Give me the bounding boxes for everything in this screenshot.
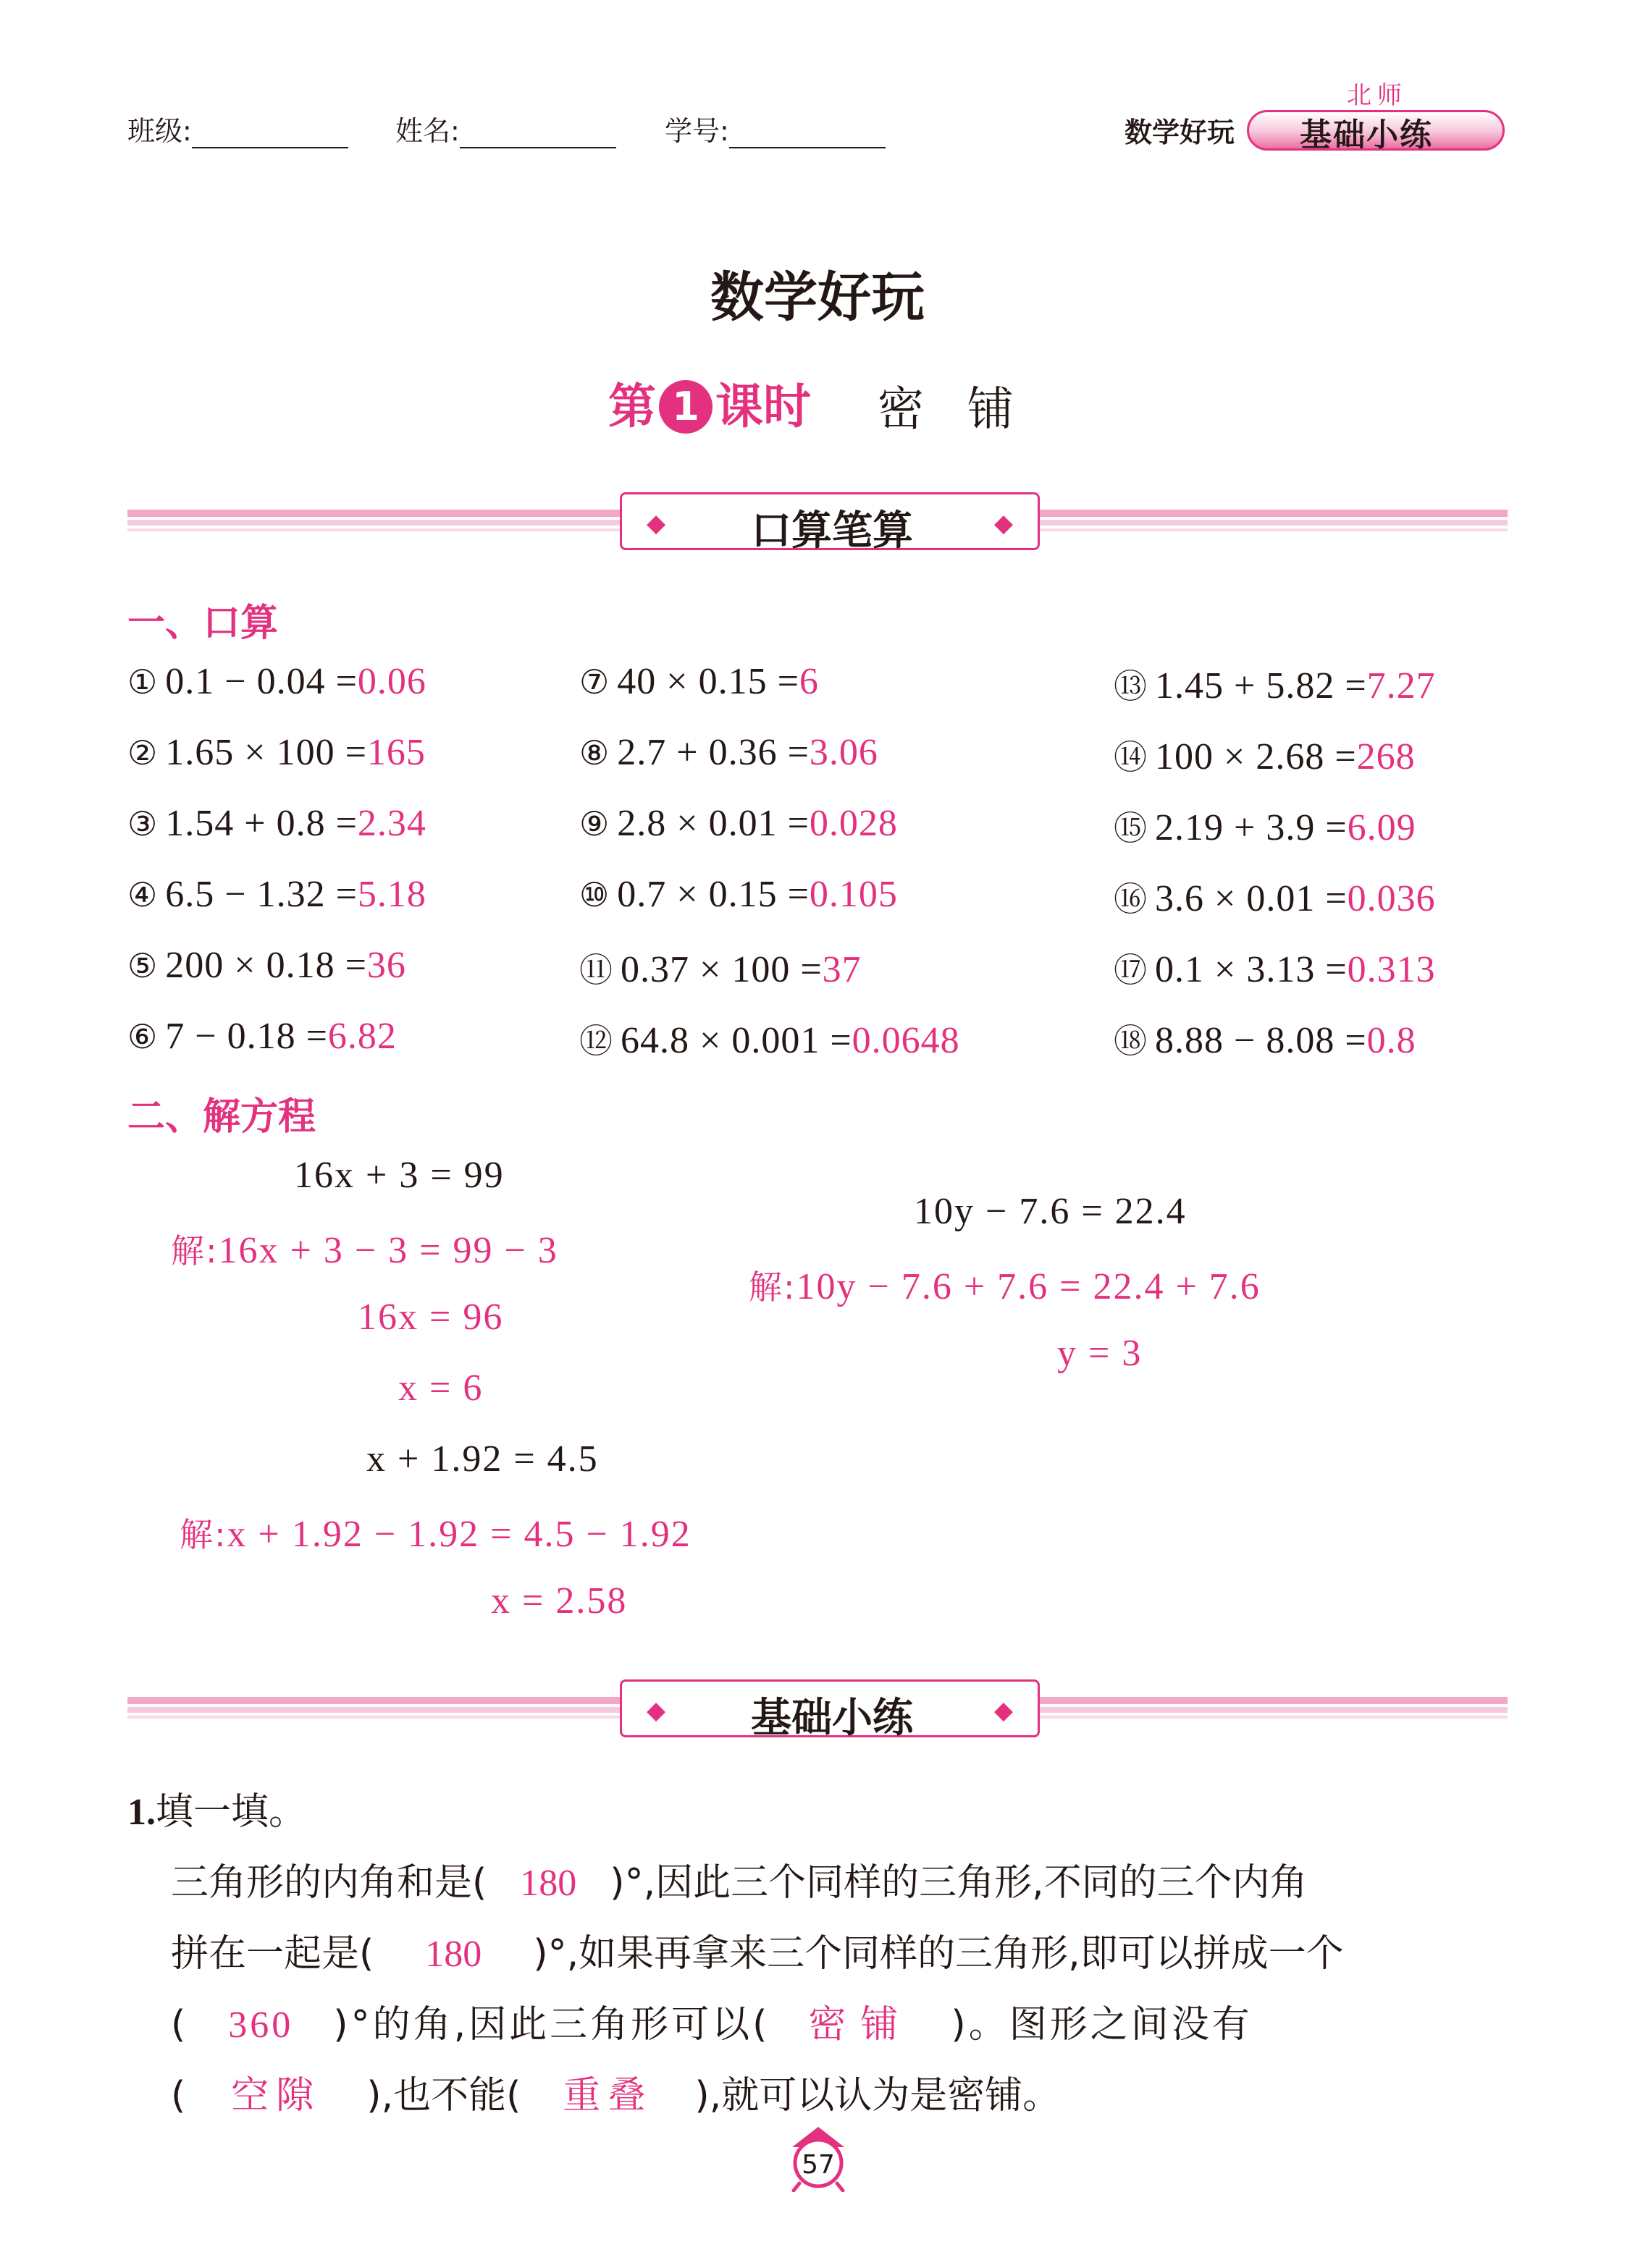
class-blank[interactable] xyxy=(192,115,348,148)
answer-blank[interactable]: 360 xyxy=(228,2004,294,2046)
section-banner-label: 口算笔算 xyxy=(751,507,913,555)
calc-item: ④ 6.5 − 1.32 =5.18 xyxy=(127,874,426,915)
calc-item: ③ 1.54 + 0.8 =2.34 xyxy=(127,803,426,844)
calc-item: ⑱ 8.88 − 8.08 =0.8 xyxy=(1114,1020,1416,1061)
equation-1-problem: 16x + 3 = 99 xyxy=(294,1155,505,1196)
calc-item: ⑬ 1.45 + 5.82 =7.27 xyxy=(1114,665,1436,707)
equation-2-problem: 10y − 7.6 = 22.4 xyxy=(914,1191,1187,1232)
brand-name: 基础小练 xyxy=(1300,117,1433,153)
lesson-name: 密铺 xyxy=(878,383,1057,437)
question-1-line-1: 三角形的内角和是( 180 )°,因此三个同样的三角形,不同的三个内角 xyxy=(171,1861,1308,1905)
equation-3-problem: x + 1.92 = 4.5 xyxy=(366,1438,599,1480)
lesson-suffix: 课时 xyxy=(715,379,811,434)
lesson-label xyxy=(608,368,811,437)
name-blank[interactable] xyxy=(460,115,616,148)
diamond-icon: ◆ xyxy=(993,510,1013,537)
lesson-prefix: 第 xyxy=(608,379,656,434)
calc-item: ⑪ 0.37 × 100 =37 xyxy=(579,949,862,990)
calc-item: ⑭ 100 × 2.68 =268 xyxy=(1114,736,1416,777)
answer-blank[interactable]: 180 xyxy=(425,1934,482,1975)
calc-item: ⑧ 2.7 + 0.36 =3.06 xyxy=(579,732,878,773)
section-banner-1 xyxy=(620,492,1040,555)
question-1-line-3: ( 360 )°的角,因此三角形可以( 密铺 )。图形之间没有 xyxy=(171,1994,1253,2048)
student-id-label: 学号: xyxy=(665,115,729,147)
answer-blank[interactable]: 180 xyxy=(520,1863,577,1904)
page-number-badge xyxy=(783,2122,853,2192)
answer-blank[interactable]: 重叠 xyxy=(563,2074,653,2117)
question-1-line-4: ( 空隙 ),也不能( 重叠 ),就可以认为是密铺。 xyxy=(171,2065,1060,2119)
section-banner-label: 基础小练 xyxy=(751,1695,913,1742)
equation-2-step2: y = 3 xyxy=(1057,1333,1143,1374)
part1-heading: 一、口算 xyxy=(127,602,279,645)
brand-section: 数学好玩 xyxy=(1125,117,1235,148)
equation-2-step1: 解:10y − 7.6 + 7.6 = 22.4 + 7.6 xyxy=(749,1266,1261,1307)
calc-item: ⑯ 3.6 × 0.01 =0.036 xyxy=(1114,878,1436,919)
calc-item: ⑤ 200 × 0.18 =36 xyxy=(127,945,406,986)
equation-3-step1: 解:x + 1.92 − 1.92 = 4.5 − 1.92 xyxy=(180,1514,692,1555)
question-1-title: 1.填一填。 xyxy=(127,1790,307,1834)
equation-3-step2: x = 2.58 xyxy=(491,1580,628,1622)
page-number: 57 xyxy=(802,2150,835,2180)
calc-item: ⑨ 2.8 × 0.01 =0.028 xyxy=(579,803,898,844)
class-field xyxy=(127,109,348,148)
equation-1-step1: 解:16x + 3 − 3 = 99 − 3 xyxy=(171,1230,558,1271)
section-banner-2 xyxy=(620,1679,1040,1742)
brand-top-text: 北师 xyxy=(1347,81,1408,110)
class-label: 班级: xyxy=(127,115,192,147)
calc-item: ⑰ 0.1 × 3.13 =0.313 xyxy=(1114,949,1436,990)
student-id-field xyxy=(665,109,886,148)
calc-item: ⑮ 2.19 + 3.9 =6.09 xyxy=(1114,807,1416,848)
page-title: 数学好玩 xyxy=(710,266,925,329)
calc-item: ② 1.65 × 100 =165 xyxy=(127,732,426,773)
name-label: 姓名: xyxy=(395,115,460,147)
diamond-icon: ◆ xyxy=(647,1698,666,1724)
equation-1-step3: x = 6 xyxy=(398,1367,484,1409)
part2-heading: 二、解方程 xyxy=(127,1095,316,1139)
diamond-icon: ◆ xyxy=(993,1698,1013,1724)
question-1-line-2: 拼在一起是( 180 )°,如果再拿来三个同样的三角形,即可以拼成一个 xyxy=(171,1932,1344,1976)
equation-1-step2: 16x = 96 xyxy=(358,1297,504,1338)
calc-item: ① 0.1 − 0.04 =0.06 xyxy=(127,661,426,702)
diamond-icon: ◆ xyxy=(647,510,666,537)
calc-item: ⑥ 7 − 0.18 =6.82 xyxy=(127,1016,397,1057)
student-id-blank[interactable] xyxy=(729,115,886,148)
lesson-number-badge: 1 xyxy=(659,380,713,434)
name-field xyxy=(395,109,616,148)
calc-item: ⑩ 0.7 × 0.15 =0.105 xyxy=(579,874,898,915)
calc-item: ⑫ 64.8 × 0.001 =0.0648 xyxy=(579,1020,960,1061)
answer-blank[interactable]: 密铺 xyxy=(808,2003,913,2046)
calc-item: ⑦ 40 × 0.15 =6 xyxy=(579,661,819,702)
answer-blank[interactable]: 空隙 xyxy=(231,2074,321,2117)
